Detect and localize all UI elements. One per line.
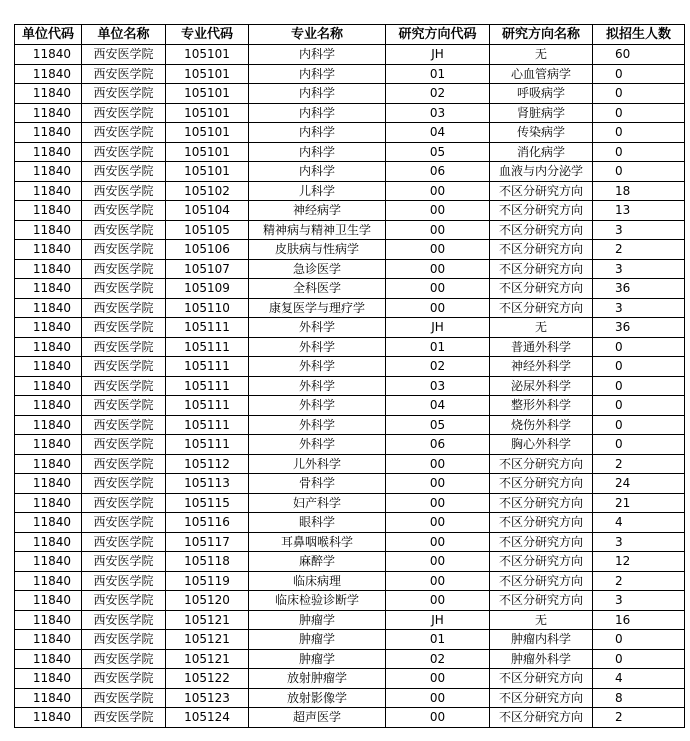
cell-direction-name: 不区分研究方向	[490, 571, 593, 591]
cell-major-name: 临床病理	[249, 571, 386, 591]
cell-enrollment-count: 36	[593, 279, 685, 299]
cell-direction-code: JH	[386, 45, 490, 65]
cell-major-code: 105111	[166, 376, 249, 396]
cell-major-name: 康复医学与理疗学	[249, 298, 386, 318]
cell-direction-name: 普通外科学	[490, 337, 593, 357]
cell-unit-name: 西安医学院	[82, 103, 166, 123]
cell-major-code: 105102	[166, 181, 249, 201]
table-row	[15, 396, 685, 416]
cell-enrollment-count: 13	[593, 201, 685, 221]
header-unit-name: 单位名称	[82, 25, 166, 45]
cell-enrollment-count: 12	[593, 552, 685, 572]
cell-major-name: 全科医学	[249, 279, 386, 299]
cell-major-name: 妇产科学	[249, 493, 386, 513]
cell-direction-name: 无	[490, 45, 593, 65]
cell-unit-code: 11840	[15, 396, 82, 416]
cell-direction-code: 02	[386, 84, 490, 104]
cell-direction-code: 00	[386, 552, 490, 572]
cell-major-code: 105110	[166, 298, 249, 318]
cell-enrollment-count: 3	[593, 220, 685, 240]
cell-enrollment-count: 0	[593, 357, 685, 377]
cell-unit-name: 西安医学院	[82, 64, 166, 84]
cell-direction-code: 00	[386, 240, 490, 260]
cell-unit-code: 11840	[15, 493, 82, 513]
cell-direction-name: 神经外科学	[490, 357, 593, 377]
cell-enrollment-count: 8	[593, 688, 685, 708]
cell-unit-code: 11840	[15, 181, 82, 201]
cell-major-code: 105107	[166, 259, 249, 279]
cell-unit-name: 西安医学院	[82, 220, 166, 240]
cell-major-name: 内科学	[249, 123, 386, 143]
cell-enrollment-count: 3	[593, 591, 685, 611]
cell-major-code: 105111	[166, 318, 249, 338]
cell-major-name: 放射影像学	[249, 688, 386, 708]
cell-unit-code: 11840	[15, 630, 82, 650]
cell-unit-name: 西安医学院	[82, 474, 166, 494]
cell-enrollment-count: 0	[593, 142, 685, 162]
cell-major-name: 临床检验诊断学	[249, 591, 386, 611]
table-row	[15, 240, 685, 260]
cell-direction-code: 00	[386, 669, 490, 689]
cell-unit-name: 西安医学院	[82, 435, 166, 455]
cell-unit-code: 11840	[15, 435, 82, 455]
cell-enrollment-count: 4	[593, 669, 685, 689]
cell-unit-name: 西安医学院	[82, 454, 166, 474]
table-row	[15, 532, 685, 552]
table-row	[15, 610, 685, 630]
table-row	[15, 220, 685, 240]
table-row	[15, 454, 685, 474]
cell-unit-name: 西安医学院	[82, 591, 166, 611]
table-row	[15, 45, 685, 65]
cell-unit-code: 11840	[15, 591, 82, 611]
cell-enrollment-count: 2	[593, 240, 685, 260]
cell-unit-code: 11840	[15, 162, 82, 182]
cell-direction-name: 不区分研究方向	[490, 240, 593, 260]
cell-unit-code: 11840	[15, 45, 82, 65]
cell-direction-name: 胸心外科学	[490, 435, 593, 455]
table-row	[15, 318, 685, 338]
cell-unit-name: 西安医学院	[82, 279, 166, 299]
cell-major-code: 105112	[166, 454, 249, 474]
cell-enrollment-count: 24	[593, 474, 685, 494]
cell-major-name: 放射肿瘤学	[249, 669, 386, 689]
cell-unit-name: 西安医学院	[82, 415, 166, 435]
cell-direction-code: 05	[386, 142, 490, 162]
cell-unit-name: 西安医学院	[82, 181, 166, 201]
cell-major-name: 骨科学	[249, 474, 386, 494]
cell-direction-code: 01	[386, 64, 490, 84]
cell-major-code: 105124	[166, 708, 249, 728]
cell-direction-name: 不区分研究方向	[490, 688, 593, 708]
cell-unit-code: 11840	[15, 669, 82, 689]
cell-major-code: 105101	[166, 103, 249, 123]
cell-direction-name: 心血管病学	[490, 64, 593, 84]
table-row	[15, 630, 685, 650]
cell-unit-name: 西安医学院	[82, 123, 166, 143]
cell-unit-code: 11840	[15, 337, 82, 357]
cell-enrollment-count: 0	[593, 162, 685, 182]
cell-major-code: 105122	[166, 669, 249, 689]
table-row	[15, 376, 685, 396]
table-row	[15, 64, 685, 84]
cell-direction-name: 烧伤外科学	[490, 415, 593, 435]
cell-enrollment-count: 4	[593, 513, 685, 533]
cell-unit-code: 11840	[15, 454, 82, 474]
table-row	[15, 259, 685, 279]
cell-major-code: 105117	[166, 532, 249, 552]
cell-major-name: 精神病与精神卫生学	[249, 220, 386, 240]
table-row	[15, 513, 685, 533]
cell-unit-code: 11840	[15, 688, 82, 708]
header-unit-code: 单位代码	[15, 25, 82, 45]
cell-unit-code: 11840	[15, 220, 82, 240]
cell-major-code: 105101	[166, 142, 249, 162]
cell-unit-code: 11840	[15, 318, 82, 338]
cell-direction-name: 不区分研究方向	[490, 552, 593, 572]
cell-major-name: 内科学	[249, 162, 386, 182]
cell-direction-name: 不区分研究方向	[490, 474, 593, 494]
cell-major-code: 105111	[166, 396, 249, 416]
cell-enrollment-count: 0	[593, 123, 685, 143]
cell-major-name: 内科学	[249, 84, 386, 104]
cell-unit-code: 11840	[15, 552, 82, 572]
cell-direction-name: 整形外科学	[490, 396, 593, 416]
cell-direction-name: 呼吸病学	[490, 84, 593, 104]
cell-direction-name: 不区分研究方向	[490, 220, 593, 240]
cell-major-name: 耳鼻咽喉科学	[249, 532, 386, 552]
cell-unit-name: 西安医学院	[82, 396, 166, 416]
cell-direction-code: 00	[386, 571, 490, 591]
cell-major-code: 105111	[166, 415, 249, 435]
cell-unit-name: 西安医学院	[82, 357, 166, 377]
cell-major-name: 皮肤病与性病学	[249, 240, 386, 260]
cell-major-name: 内科学	[249, 64, 386, 84]
cell-unit-name: 西安医学院	[82, 552, 166, 572]
table-row	[15, 649, 685, 669]
cell-unit-code: 11840	[15, 649, 82, 669]
cell-major-code: 105101	[166, 123, 249, 143]
cell-enrollment-count: 2	[593, 571, 685, 591]
cell-unit-code: 11840	[15, 513, 82, 533]
cell-major-code: 105104	[166, 201, 249, 221]
cell-enrollment-count: 0	[593, 337, 685, 357]
table-row	[15, 415, 685, 435]
cell-major-name: 外科学	[249, 357, 386, 377]
cell-major-code: 105121	[166, 649, 249, 669]
cell-unit-name: 西安医学院	[82, 610, 166, 630]
cell-direction-code: 00	[386, 532, 490, 552]
cell-enrollment-count: 0	[593, 103, 685, 123]
cell-unit-code: 11840	[15, 532, 82, 552]
table-row	[15, 279, 685, 299]
cell-direction-name: 血液与内分泌学	[490, 162, 593, 182]
cell-direction-code: 06	[386, 162, 490, 182]
cell-unit-code: 11840	[15, 240, 82, 260]
cell-direction-name: 不区分研究方向	[490, 201, 593, 221]
cell-major-code: 105119	[166, 571, 249, 591]
cell-enrollment-count: 3	[593, 298, 685, 318]
cell-direction-code: 00	[386, 298, 490, 318]
cell-unit-code: 11840	[15, 415, 82, 435]
cell-direction-name: 肿瘤外科学	[490, 649, 593, 669]
cell-unit-name: 西安医学院	[82, 513, 166, 533]
cell-unit-code: 11840	[15, 201, 82, 221]
table-row	[15, 162, 685, 182]
cell-enrollment-count: 0	[593, 649, 685, 669]
cell-unit-code: 11840	[15, 474, 82, 494]
table-row	[15, 571, 685, 591]
cell-major-name: 麻醉学	[249, 552, 386, 572]
cell-major-name: 超声医学	[249, 708, 386, 728]
cell-direction-code: 00	[386, 220, 490, 240]
table-row	[15, 669, 685, 689]
cell-enrollment-count: 36	[593, 318, 685, 338]
cell-major-code: 105101	[166, 45, 249, 65]
table-header-row	[15, 25, 685, 45]
cell-direction-name: 无	[490, 610, 593, 630]
cell-direction-name: 不区分研究方向	[490, 454, 593, 474]
cell-unit-name: 西安医学院	[82, 708, 166, 728]
cell-enrollment-count: 16	[593, 610, 685, 630]
cell-major-name: 肿瘤学	[249, 630, 386, 650]
cell-major-code: 105106	[166, 240, 249, 260]
cell-major-name: 内科学	[249, 142, 386, 162]
cell-direction-name: 不区分研究方向	[490, 708, 593, 728]
cell-direction-code: 03	[386, 376, 490, 396]
table-row	[15, 337, 685, 357]
cell-major-name: 外科学	[249, 318, 386, 338]
cell-major-name: 外科学	[249, 435, 386, 455]
cell-direction-code: 00	[386, 708, 490, 728]
cell-direction-code: 00	[386, 181, 490, 201]
cell-unit-code: 11840	[15, 259, 82, 279]
cell-direction-name: 不区分研究方向	[490, 259, 593, 279]
cell-enrollment-count: 21	[593, 493, 685, 513]
cell-direction-name: 不区分研究方向	[490, 513, 593, 533]
cell-enrollment-count: 3	[593, 532, 685, 552]
cell-unit-name: 西安医学院	[82, 298, 166, 318]
table-body	[15, 45, 685, 728]
table-row	[15, 123, 685, 143]
cell-unit-name: 西安医学院	[82, 669, 166, 689]
cell-major-name: 外科学	[249, 337, 386, 357]
cell-unit-name: 西安医学院	[82, 688, 166, 708]
cell-direction-name: 不区分研究方向	[490, 279, 593, 299]
cell-unit-name: 西安医学院	[82, 376, 166, 396]
cell-unit-code: 11840	[15, 708, 82, 728]
table-row	[15, 688, 685, 708]
cell-unit-name: 西安医学院	[82, 201, 166, 221]
cell-major-code: 105123	[166, 688, 249, 708]
cell-major-code: 105111	[166, 337, 249, 357]
table-row	[15, 181, 685, 201]
cell-unit-code: 11840	[15, 103, 82, 123]
cell-major-code: 105101	[166, 84, 249, 104]
cell-major-name: 内科学	[249, 45, 386, 65]
cell-direction-name: 不区分研究方向	[490, 669, 593, 689]
cell-enrollment-count: 60	[593, 45, 685, 65]
cell-major-code: 105120	[166, 591, 249, 611]
cell-direction-name: 不区分研究方向	[490, 298, 593, 318]
cell-unit-name: 西安医学院	[82, 493, 166, 513]
cell-direction-code: 00	[386, 259, 490, 279]
cell-enrollment-count: 3	[593, 259, 685, 279]
header-enrollment-count: 拟招生人数	[593, 25, 685, 45]
cell-enrollment-count: 0	[593, 396, 685, 416]
cell-unit-name: 西安医学院	[82, 649, 166, 669]
cell-major-code: 105111	[166, 357, 249, 377]
cell-unit-name: 西安医学院	[82, 142, 166, 162]
cell-enrollment-count: 2	[593, 708, 685, 728]
cell-major-name: 外科学	[249, 396, 386, 416]
header-major-code: 专业代码	[166, 25, 249, 45]
cell-unit-code: 11840	[15, 357, 82, 377]
table-row	[15, 84, 685, 104]
cell-direction-name: 消化病学	[490, 142, 593, 162]
header-direction-code: 研究方向代码	[386, 25, 490, 45]
cell-direction-code: 04	[386, 123, 490, 143]
cell-unit-name: 西安医学院	[82, 532, 166, 552]
table-row	[15, 142, 685, 162]
cell-enrollment-count: 18	[593, 181, 685, 201]
cell-unit-code: 11840	[15, 376, 82, 396]
cell-unit-code: 11840	[15, 123, 82, 143]
cell-unit-code: 11840	[15, 610, 82, 630]
table-row	[15, 493, 685, 513]
cell-unit-name: 西安医学院	[82, 45, 166, 65]
cell-enrollment-count: 0	[593, 64, 685, 84]
cell-major-name: 儿科学	[249, 181, 386, 201]
cell-major-name: 神经病学	[249, 201, 386, 221]
cell-unit-name: 西安医学院	[82, 259, 166, 279]
table-row	[15, 201, 685, 221]
cell-direction-code: 00	[386, 493, 490, 513]
cell-major-code: 105115	[166, 493, 249, 513]
cell-direction-name: 泌尿外科学	[490, 376, 593, 396]
table-row	[15, 435, 685, 455]
cell-unit-code: 11840	[15, 64, 82, 84]
enrollment-table	[14, 24, 685, 728]
cell-major-code: 105121	[166, 610, 249, 630]
cell-direction-code: 04	[386, 396, 490, 416]
cell-enrollment-count: 0	[593, 415, 685, 435]
cell-direction-name: 肿瘤内科学	[490, 630, 593, 650]
cell-direction-code: 06	[386, 435, 490, 455]
cell-enrollment-count: 0	[593, 435, 685, 455]
cell-unit-name: 西安医学院	[82, 240, 166, 260]
cell-direction-name: 不区分研究方向	[490, 591, 593, 611]
cell-direction-code: 03	[386, 103, 490, 123]
cell-unit-name: 西安医学院	[82, 571, 166, 591]
table-row	[15, 357, 685, 377]
cell-major-code: 105116	[166, 513, 249, 533]
cell-direction-name: 不区分研究方向	[490, 532, 593, 552]
cell-direction-code: JH	[386, 610, 490, 630]
cell-major-name: 肿瘤学	[249, 649, 386, 669]
cell-direction-name: 无	[490, 318, 593, 338]
cell-unit-code: 11840	[15, 571, 82, 591]
cell-direction-code: 00	[386, 688, 490, 708]
cell-major-code: 105121	[166, 630, 249, 650]
cell-enrollment-count: 2	[593, 454, 685, 474]
cell-major-name: 内科学	[249, 103, 386, 123]
table-row	[15, 552, 685, 572]
cell-direction-name: 不区分研究方向	[490, 181, 593, 201]
cell-direction-code: 02	[386, 649, 490, 669]
cell-direction-code: 00	[386, 201, 490, 221]
cell-major-code: 105101	[166, 64, 249, 84]
cell-major-name: 儿外科学	[249, 454, 386, 474]
cell-direction-name: 不区分研究方向	[490, 493, 593, 513]
cell-direction-name: 传染病学	[490, 123, 593, 143]
cell-major-name: 肿瘤学	[249, 610, 386, 630]
header-direction-name: 研究方向名称	[490, 25, 593, 45]
table-row	[15, 708, 685, 728]
cell-direction-code: 00	[386, 454, 490, 474]
cell-major-code: 105113	[166, 474, 249, 494]
cell-unit-name: 西安医学院	[82, 337, 166, 357]
cell-major-name: 外科学	[249, 376, 386, 396]
cell-major-code: 105101	[166, 162, 249, 182]
cell-unit-code: 11840	[15, 142, 82, 162]
cell-unit-name: 西安医学院	[82, 630, 166, 650]
cell-major-name: 外科学	[249, 415, 386, 435]
cell-major-code: 105118	[166, 552, 249, 572]
table-row	[15, 298, 685, 318]
cell-unit-name: 西安医学院	[82, 162, 166, 182]
cell-major-code: 105105	[166, 220, 249, 240]
cell-major-code: 105111	[166, 435, 249, 455]
cell-unit-name: 西安医学院	[82, 84, 166, 104]
table-row	[15, 103, 685, 123]
cell-direction-name: 肾脏病学	[490, 103, 593, 123]
cell-enrollment-count: 0	[593, 376, 685, 396]
cell-enrollment-count: 0	[593, 84, 685, 104]
cell-direction-code: 05	[386, 415, 490, 435]
cell-direction-code: 02	[386, 357, 490, 377]
table-row	[15, 591, 685, 611]
cell-direction-code: JH	[386, 318, 490, 338]
cell-direction-code: 00	[386, 474, 490, 494]
cell-unit-name: 西安医学院	[82, 318, 166, 338]
table-row	[15, 474, 685, 494]
cell-direction-code: 01	[386, 337, 490, 357]
cell-major-code: 105109	[166, 279, 249, 299]
cell-major-name: 急诊医学	[249, 259, 386, 279]
cell-unit-code: 11840	[15, 84, 82, 104]
cell-unit-code: 11840	[15, 298, 82, 318]
cell-direction-code: 00	[386, 279, 490, 299]
cell-direction-code: 01	[386, 630, 490, 650]
header-major-name: 专业名称	[249, 25, 386, 45]
cell-direction-code: 00	[386, 513, 490, 533]
cell-unit-code: 11840	[15, 279, 82, 299]
cell-enrollment-count: 0	[593, 630, 685, 650]
cell-direction-code: 00	[386, 591, 490, 611]
cell-major-name: 眼科学	[249, 513, 386, 533]
